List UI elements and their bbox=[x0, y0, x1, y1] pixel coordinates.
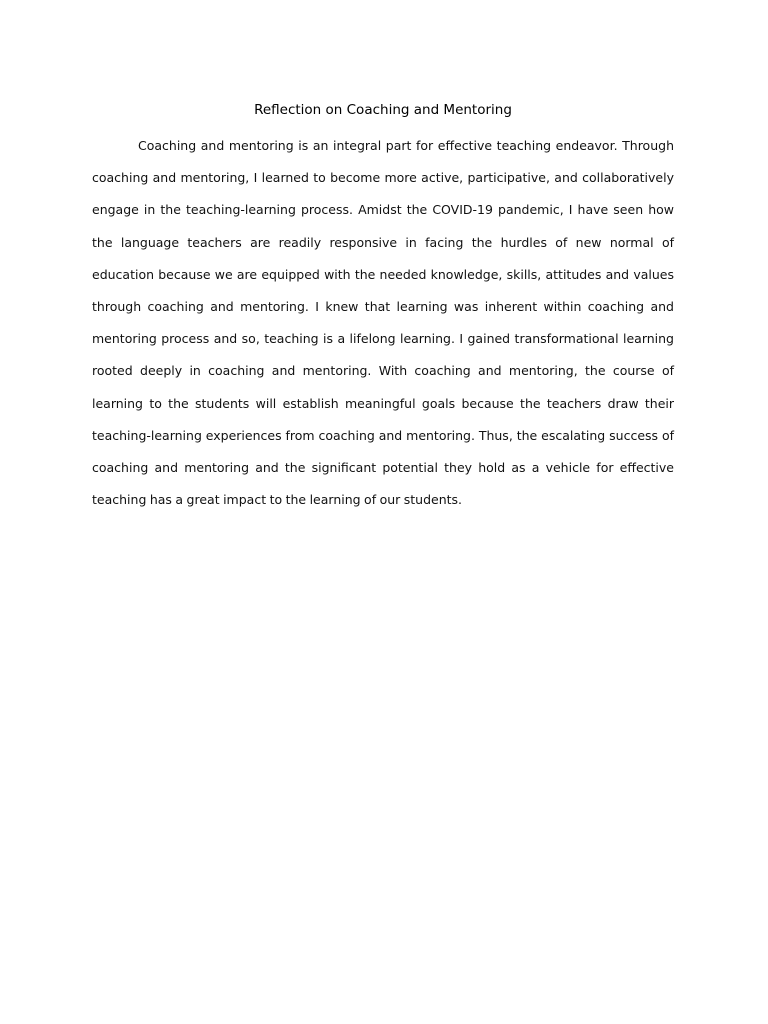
document-title: Reflection on Coaching and Mentoring bbox=[254, 102, 512, 118]
body-paragraph: Coaching and mentoring is an integral part for effective teaching endeavor. Through coaching and mentoring, I learned to become more active, participative, and collaboratively engage in the teaching-learning process. Amidst the COVID-19 pandemic, I have seen how the language teachers are readily responsive in facing the hurdles of new normal of education because we are equipped with the needed knowledge, skills, attitudes and values through coaching and mentoring. I knew that learning was inherent within coaching and mentoring process and so, teaching is a lifelong learning. I gained transformational learning rooted deeply in coaching and mentoring. With coaching and mentoring, the course of learning to the students will establish meaningful goals because the teachers draw their teaching-learning experiences from coaching and mentoring. Thus, the escalating success of coaching and mentoring and the significant potential they hold as a vehicle for effective teaching has a great impact to the learning of our students. bbox=[92, 138, 674, 508]
